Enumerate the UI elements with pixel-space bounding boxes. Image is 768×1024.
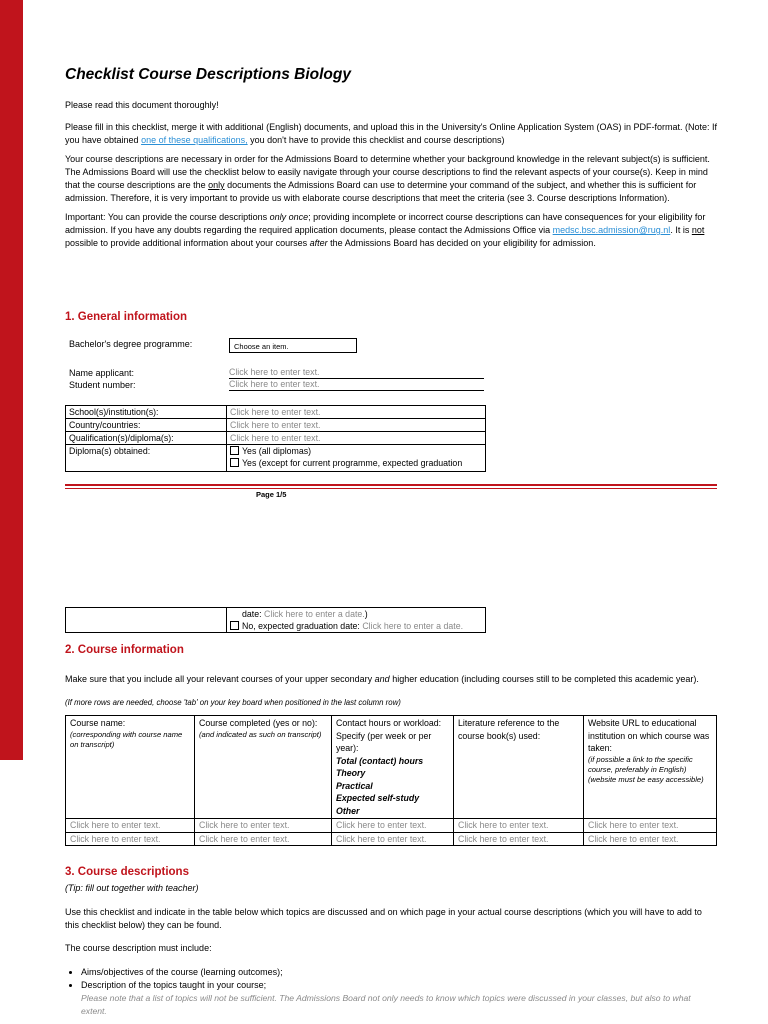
col-literature: Literature reference to the course book(s) used:: [454, 716, 584, 819]
bullet-aims: • Aims/objectives of the course (learning outcomes);: [81, 966, 717, 979]
course-cell-input[interactable]: Click here to enter text.: [66, 832, 195, 846]
course-cell-input[interactable]: Click here to enter text.: [454, 832, 584, 846]
course-cell-input[interactable]: Click here to enter text.: [195, 832, 332, 846]
section3-p1: Use this checklist and indicate in the table below which topics are discussed and on which page in your actual course descriptions (which you will have to add to this checklist below) they can be found.: [65, 907, 702, 930]
red-side-bar: [0, 0, 23, 760]
student-label: Student number:: [69, 380, 136, 390]
graduation-date-input[interactable]: Click here to enter a date.: [264, 609, 365, 619]
course-cell-input[interactable]: Click here to enter text.: [584, 819, 717, 833]
yes-all-checkbox[interactable]: [230, 446, 239, 455]
course-cell-input[interactable]: Click here to enter text.: [454, 819, 584, 833]
section2-heading: 2. Course information: [65, 644, 184, 656]
course-cell-input[interactable]: Click here to enter text.: [332, 819, 454, 833]
country-input[interactable]: Click here to enter text.: [227, 419, 486, 432]
intro-p4: Important: You can provide the course descriptions only once; providing incomplete or incorrect course descriptions can have consequences for your eligibility for admission. If you have any doubts regarding the required application documents, please contact the Admissions Office via medsc.bsc.admission@rug.nl. It is not possible to provide additional information about your courses after the Admissions Board has decided on your eligibility for admission.: [65, 212, 706, 248]
programme-select[interactable]: Choose an item.: [229, 338, 357, 353]
col-completed: Course completed (yes or no): (and indicated as such on transcript): [195, 716, 332, 819]
country-label: Country/countries:: [66, 419, 227, 432]
no-label: No, expected graduation date:: [242, 621, 363, 631]
education-table: [65, 405, 486, 472]
qualification-input[interactable]: Click here to enter text.: [227, 432, 486, 445]
course-cell-input[interactable]: Click here to enter text.: [66, 819, 195, 833]
page-title: Checklist Course Descriptions Biology: [65, 66, 351, 83]
yes-except-checkbox[interactable]: [230, 458, 239, 467]
course-cell-input[interactable]: Click here to enter text.: [195, 819, 332, 833]
section3-list: [65, 966, 717, 1018]
expected-date-input[interactable]: Click here to enter a date.: [362, 621, 464, 631]
admission-email-link[interactable]: medsc.bsc.admission@rug.nl: [552, 225, 671, 235]
no-checkbox[interactable]: [230, 621, 239, 630]
page-number: Page 1/5: [256, 490, 287, 499]
course-cell-input[interactable]: Click here to enter text.: [584, 832, 717, 846]
intro-section: [65, 99, 717, 250]
diploma-label: Diploma(s) obtained:: [66, 445, 227, 472]
course-table: [65, 715, 717, 846]
col-website: Website URL to educational institution on which course was taken: (if possible a link to the specific course, preferably in English) (website must be easy accessible): [584, 716, 717, 819]
school-input[interactable]: Click here to enter text.: [227, 406, 486, 419]
programme-label: Bachelor's degree programme:: [69, 339, 193, 349]
col-contact-hours: Contact hours or workload: Specify (per week or per year): Total (contact) hours Theory Practical Expected self-study Other: [332, 716, 454, 819]
qualification-label: Qualification(s)/diploma(s):: [66, 432, 227, 445]
section2-intro: Make sure that you include all your relevant courses of your upper secondary and higher education (including courses still to be completed this academic year).: [65, 674, 699, 684]
student-number-input[interactable]: Click here to enter text.: [229, 379, 484, 391]
name-label: Name applicant:: [69, 368, 135, 378]
name-input[interactable]: Click here to enter text.: [229, 367, 484, 379]
section1-heading: 1. General information: [65, 311, 188, 323]
section3-p2: The course description must include:: [65, 943, 212, 953]
intro-p2: Please fill in this checklist, merge it with additional (English) documents, and upload this in the University's Online Application System (OAS) in PDF-format. (Note: If you have obtained one of these qualifications, you don't have to provide this checklist and course descriptions): [65, 122, 717, 145]
col-course-name: Course name: (corresponding with course name on transcript): [66, 716, 195, 819]
section3-heading: 3. Course descriptions: [65, 866, 189, 878]
footer-rule: [65, 484, 717, 486]
qualifications-link[interactable]: one of these qualifications,: [141, 135, 248, 145]
intro-p3: Your course descriptions are necessary in order for the Admissions Board to determine whether your background knowledge in the relevant subject(s) is sufficient. The Admissions Board will use the checklist below to easily navigate through your course descriptions to find the relevant aspects of your course(s). Keep in mind that the course descriptions are the only documents the Admissions Board can use to determine your command of the subject, and whether this is sufficient for admission. Therefore, it is very important to provide us with elaborate course descriptions that meet the criteria (see 3. Course descriptions Information).: [65, 154, 710, 203]
diploma-options: [227, 445, 486, 472]
school-label: School(s)/institution(s):: [66, 406, 227, 419]
intro-p1: Please read this document thoroughly!: [65, 100, 219, 110]
course-cell-input[interactable]: Click here to enter text.: [332, 832, 454, 846]
section2-note: (If more rows are needed, choose 'tab' on your key board when positioned in the last column row): [65, 698, 401, 707]
bullet-topics: • Description of the topics taught in your course;: [81, 979, 717, 992]
yes-all-label: Yes (all diplomas): [242, 446, 312, 456]
footer-rule-thin: [65, 488, 717, 489]
diploma-continuation-table: date: Click here to enter a date.) No, expected graduation date: Click here to enter a date.: [65, 607, 486, 633]
yes-except-label: Yes (except for current programme, expected graduation: [242, 458, 463, 468]
section3-tip: (Tip: fill out together with teacher): [65, 883, 199, 893]
topics-note: Please note that a list of topics will not be sufficient. The Admissions Board not only needs to know which topics were discussed in your classes, but also to what extent.: [81, 993, 691, 1016]
